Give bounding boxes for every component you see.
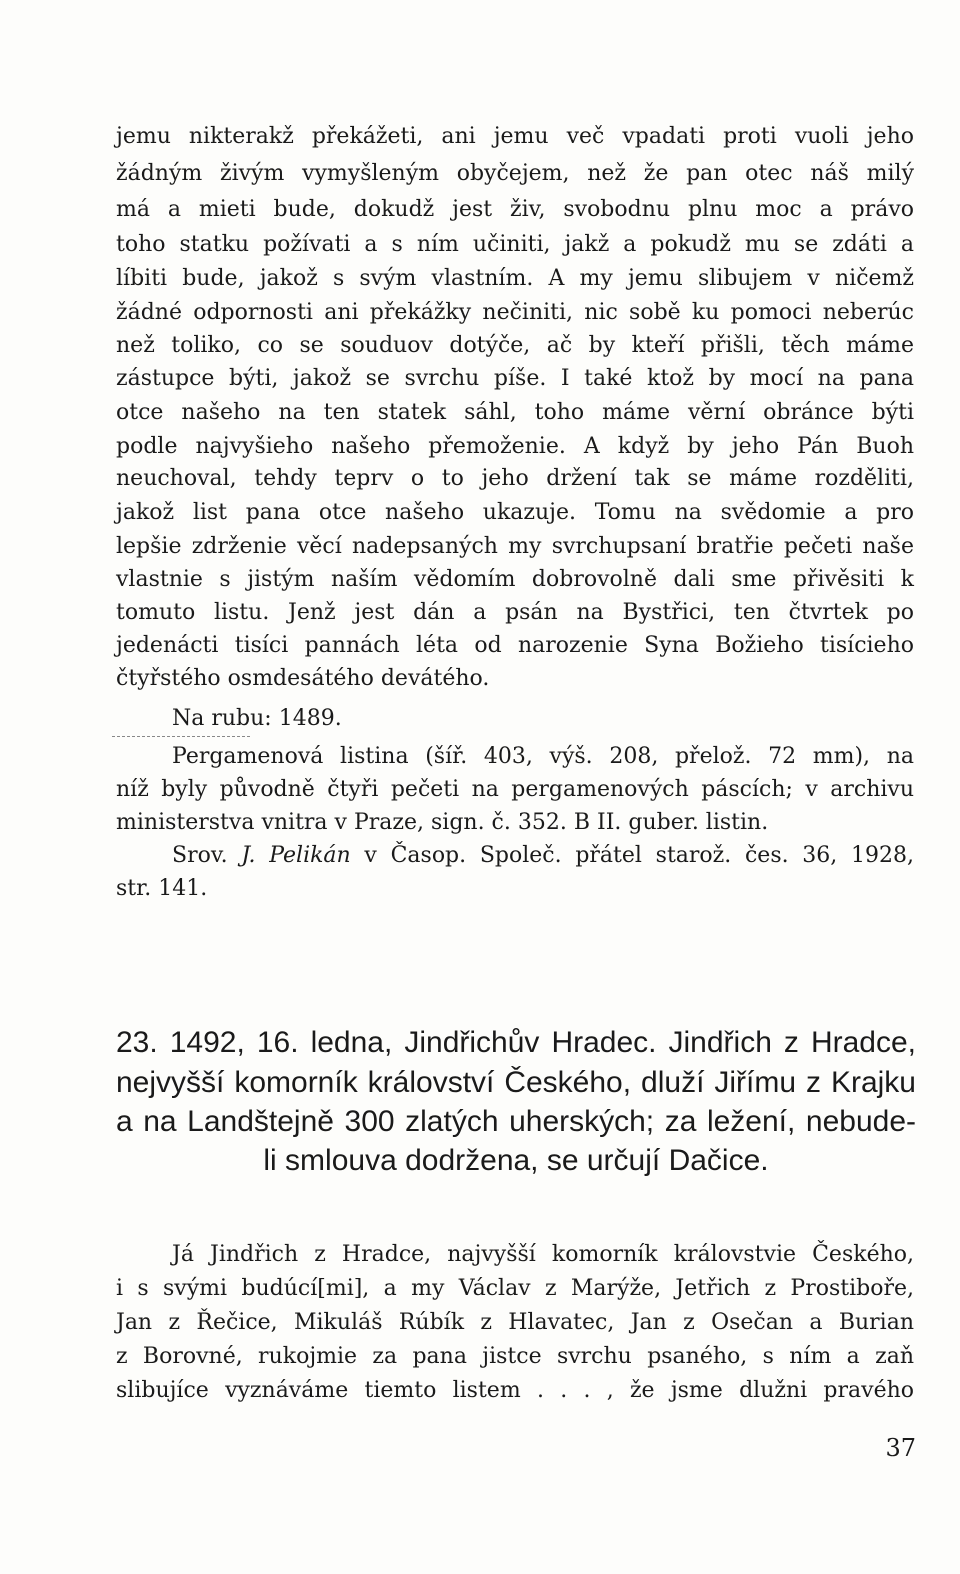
body-line: toho statku požívati a s ním učiniti, jakž a pokudž mu se zdáti a bbox=[116, 232, 914, 257]
body-line: slibujíce vyznáváme tiemto listem . . . , že jsme dlužni pravého bbox=[116, 1378, 914, 1403]
body-line: má a mieti bude, dokudž jest živ, svobodnu plnu moc a právo bbox=[116, 197, 914, 222]
body-line: Jan z Řečice, Mikuláš Rúbík z Hlavatec, Jan z Osečan a Burian bbox=[116, 1310, 914, 1335]
note-line: ministerstva vnitra v Praze, sign. č. 352. B II. guber. listin. bbox=[116, 810, 769, 835]
note-line: Pergamenová listina (šíř. 403, výš. 208, přelož. 72 mm), na bbox=[172, 744, 914, 769]
body-line: zástupce býti, jakož se svrchu píše. I také ktož by mocí na pana bbox=[116, 366, 914, 391]
body-line: jedenácti tisíci pannách léta od narozenie Syna Božieho tisícieho bbox=[116, 633, 914, 658]
page-number: 37 bbox=[885, 1434, 916, 1462]
reference-author: J. Pelikán bbox=[241, 843, 351, 868]
reference-line: str. 141. bbox=[116, 876, 208, 901]
entry-heading-line: li smlouva dodržena, se určují Dačice. bbox=[263, 1144, 769, 1177]
reference-source: v Časop. Společ. přátel starož. čes. 36, 1928, bbox=[350, 843, 914, 868]
body-line: vlastnie s jistým naším vědomím dobrovolně dali sme přivěsiti k bbox=[116, 567, 914, 592]
body-line: líbiti bude, jakož s svým vlastním. A my jemu slibujem v ničemž bbox=[116, 266, 914, 291]
body-line: z Borovné, rukojmie za pana jistce svrchu psaného, s ním a zaň bbox=[116, 1344, 914, 1369]
entry-heading-line: nejvyšší komorník království Českého, dluží Jiřímu z Krajku bbox=[116, 1066, 916, 1099]
reference-prefix: Srov. bbox=[172, 843, 242, 868]
body-line: jakož list pana otce našeho ukazuje. Tomu na svědomie a pro bbox=[116, 500, 914, 525]
body-line: podle najvyšieho našeho přemoženie. A když by jeho Pán Buoh bbox=[116, 434, 914, 459]
entry-heading-line: a na Landštejně 300 zlatých uherských; za ležení, nebude- bbox=[116, 1105, 916, 1138]
body-line: žádným živým vymyšleným obyčejem, než že pan otec náš milý bbox=[116, 161, 914, 186]
body-line: než toliko, co se souduov dotýče, ač by kteří přišli, těch máme bbox=[116, 333, 914, 358]
body-line: neuchoval, tehdy teprv o to jeho držení tak se máme rozděliti, bbox=[116, 466, 914, 491]
body-line: i s svými budúcí[mi], a my Václav z Marýže, Jetřich z Prostiboře, bbox=[116, 1276, 914, 1301]
body-line: lepšie zdrženie věcí nadepsaných my svrchupsaní bratřie pečeti naše bbox=[116, 534, 914, 559]
reference-line bbox=[172, 839, 914, 873]
body-line: tomuto listu. Jenž jest dán a psán na Bystřici, ten čtvrtek po bbox=[116, 600, 914, 625]
body-line: jemu nikterakž překážeti, ani jemu več vpadati proti vuoli jeho bbox=[116, 124, 914, 149]
dorse-note: Na rubu: 1489. bbox=[172, 706, 342, 731]
entry-heading-line: 23. 1492, 16. ledna, Jindřichův Hradec. Jindřich z Hradce, bbox=[116, 1026, 916, 1059]
separator-rule bbox=[112, 736, 250, 737]
body-line: otce našeho na ten statek sáhl, toho máme věrní obránce býti bbox=[116, 400, 914, 425]
body-line: Já Jindřich z Hradce, najvyšší komorník královstvie Českého, bbox=[172, 1242, 914, 1267]
note-line: níž byly původně čtyři pečeti na pergamenových páscích; v archivu bbox=[116, 777, 914, 802]
body-line: čtyřstého osmdesátého devátého. bbox=[116, 666, 490, 691]
body-line: žádné odpornosti ani překážky nečiniti, nic sobě ku pomoci neberúc bbox=[116, 300, 914, 325]
